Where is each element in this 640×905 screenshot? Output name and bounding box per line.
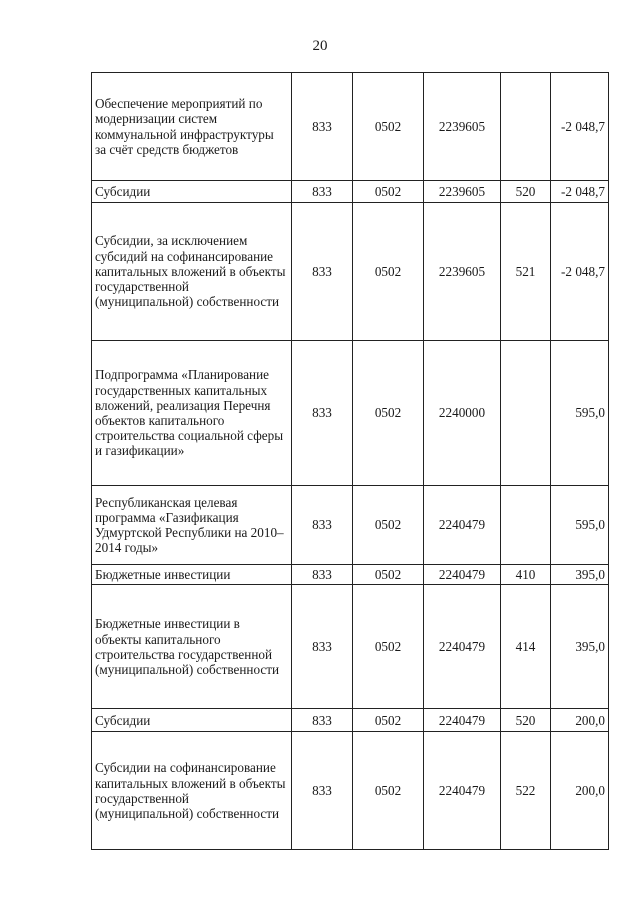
section-code: 0502 [353, 565, 424, 585]
expense-type-code: 520 [501, 181, 551, 203]
section-code: 0502 [353, 732, 424, 850]
expense-type-code [501, 73, 551, 181]
table-row [92, 709, 609, 732]
row-name: Республиканская целевая программа «Газификация Удмуртской Республики на 2010–2014 годы» [92, 486, 292, 565]
amount: -2 048,7 [551, 203, 609, 341]
amount: 595,0 [551, 486, 609, 565]
amount: 395,0 [551, 565, 609, 585]
expense-type-code: 522 [501, 732, 551, 850]
page-number: 20 [312, 38, 328, 54]
row-name: Субсидии [92, 181, 292, 203]
target-code: 2240479 [424, 486, 501, 565]
expense-type-code: 414 [501, 585, 551, 709]
section-code: 0502 [353, 181, 424, 203]
row-name: Подпрограмма «Планирование государственных капитальных вложений, реализация Перечня объектов капитального строительства социальной сферы и газификации» [92, 341, 292, 486]
row-name: Обеспечение мероприятий по модернизации систем коммунальной инфраструктуры за счёт средств бюджетов [92, 73, 292, 181]
section-code: 0502 [353, 486, 424, 565]
table-row [92, 732, 609, 850]
target-code: 2239605 [424, 203, 501, 341]
admin-code: 833 [292, 709, 353, 732]
admin-code: 833 [292, 585, 353, 709]
expense-type-code: 520 [501, 709, 551, 732]
section-code: 0502 [353, 709, 424, 732]
admin-code: 833 [292, 565, 353, 585]
row-name: Бюджетные инвестиции [92, 565, 292, 585]
target-code: 2239605 [424, 181, 501, 203]
row-name: Субсидии на софинансирование капитальных вложений в объекты государственной (муниципальной) собственности [92, 732, 292, 850]
admin-code: 833 [292, 732, 353, 850]
table-row [92, 585, 609, 709]
section-code: 0502 [353, 73, 424, 181]
section-code: 0502 [353, 203, 424, 341]
admin-code: 833 [292, 341, 353, 486]
amount: -2 048,7 [551, 181, 609, 203]
row-name: Субсидии, за исключением субсидий на софинансирование капитальных вложений в объекты государственной (муниципальной) собственности [92, 203, 292, 341]
target-code: 2240479 [424, 732, 501, 850]
row-name: Бюджетные инвестиции в объекты капитального строительства государственной (муниципальной) собственности [92, 585, 292, 709]
table-row [92, 203, 609, 341]
expense-type-code [501, 486, 551, 565]
admin-code: 833 [292, 181, 353, 203]
amount: 200,0 [551, 732, 609, 850]
target-code: 2240000 [424, 341, 501, 486]
target-code: 2239605 [424, 73, 501, 181]
amount: 595,0 [551, 341, 609, 486]
table-row [92, 565, 609, 585]
amount: -2 048,7 [551, 73, 609, 181]
amount: 395,0 [551, 585, 609, 709]
admin-code: 833 [292, 486, 353, 565]
section-code: 0502 [353, 585, 424, 709]
target-code: 2240479 [424, 565, 501, 585]
budget-table [91, 72, 609, 850]
admin-code: 833 [292, 73, 353, 181]
expense-type-code: 521 [501, 203, 551, 341]
target-code: 2240479 [424, 585, 501, 709]
target-code: 2240479 [424, 709, 501, 732]
table-row [92, 181, 609, 203]
amount: 200,0 [551, 709, 609, 732]
expense-type-code [501, 341, 551, 486]
section-code: 0502 [353, 341, 424, 486]
expense-type-code: 410 [501, 565, 551, 585]
table-row [92, 486, 609, 565]
row-name: Субсидии [92, 709, 292, 732]
table-row [92, 341, 609, 486]
table-row [92, 73, 609, 181]
admin-code: 833 [292, 203, 353, 341]
